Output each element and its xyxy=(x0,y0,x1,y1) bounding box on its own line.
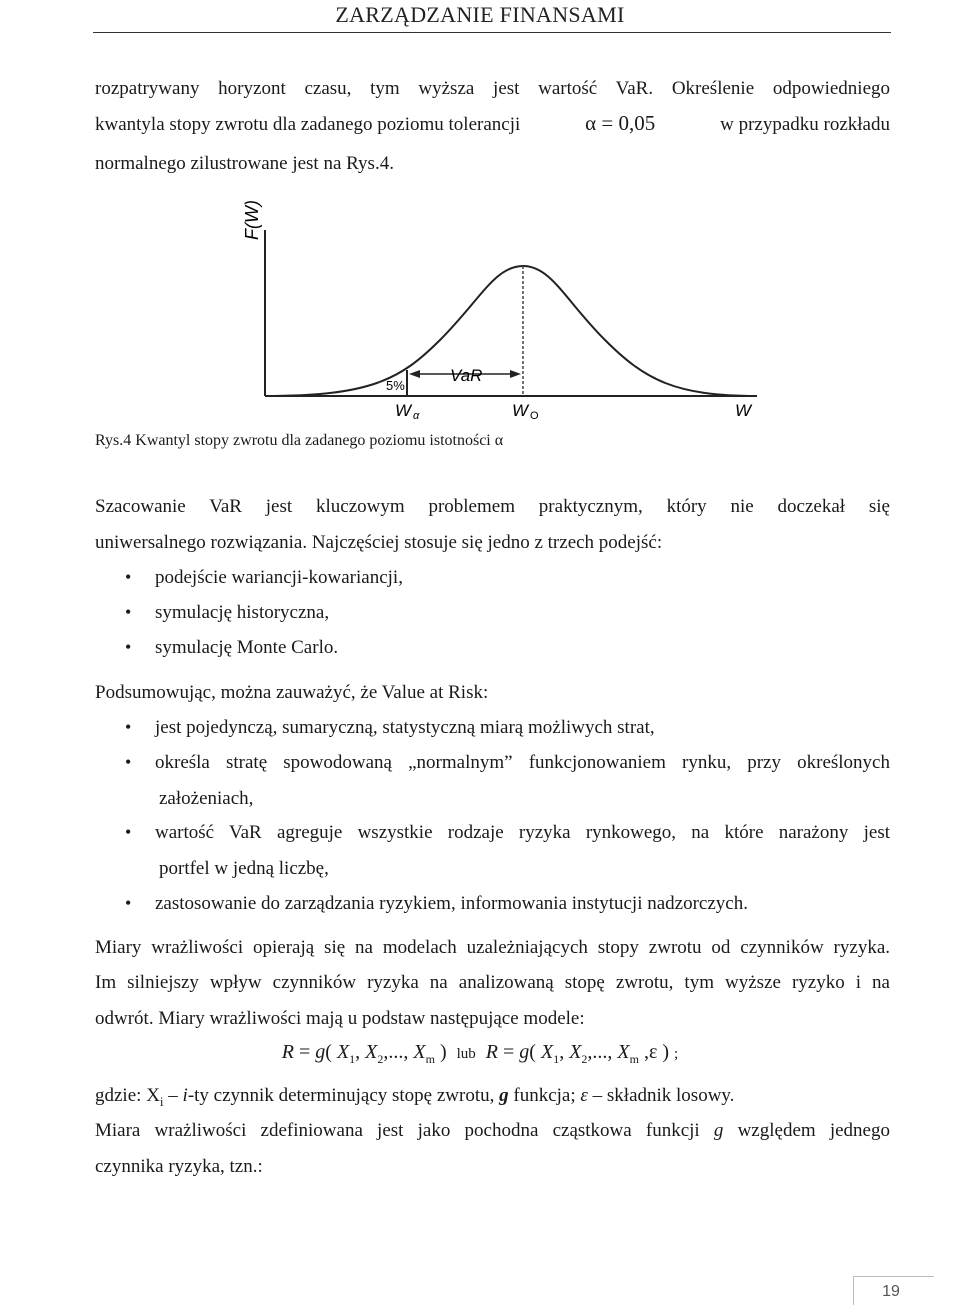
alpha-formula: α = 0,05 xyxy=(585,111,656,135)
bullet-icon: • xyxy=(125,637,132,657)
list-item-continuation: założeniach, xyxy=(159,788,254,809)
w-alpha-sub: α xyxy=(413,410,420,422)
section2-intro: Podsumowując, można zauważyć, że Value at Risk: xyxy=(95,682,489,703)
percent-label: 5% xyxy=(386,378,405,393)
section3-line-3: odwrót. Miary wrażliwości mają u podstaw następujące modele: xyxy=(95,1008,585,1029)
w-o-main: W xyxy=(512,401,529,420)
bullet-icon: • xyxy=(125,567,132,587)
section4-line-2: Miara wrażliwości zdefiniowana jest jako pochodna cząstkowa funkcji g względem jednego xyxy=(95,1120,890,1141)
w-o-sub: O xyxy=(530,410,539,422)
page-number-box xyxy=(853,1276,934,1305)
section3-line-1: Miary wrażliwości opierają się na modelach uzależniających stopy zwrotu od czynników ryzyka. xyxy=(95,937,890,958)
w-alpha-label xyxy=(395,401,420,422)
bullet-icon: • xyxy=(125,752,132,772)
section4-gdzie-line: gdzie: $X_i - i-ty$ czynnik determinujący stopę zwrotu, g funkcja; ε – składnik losowy. xyxy=(95,1085,735,1109)
figure-caption: Rys.4 Kwantyl stopy zwrotu dla zadanego poziomu istotności α xyxy=(95,432,504,449)
y-axis-label: F(W) xyxy=(242,200,262,240)
intro-line-3: normalnego zilustrowane jest na Rys.4. xyxy=(95,153,394,174)
w-alpha-main: W xyxy=(395,401,412,420)
list-item-continuation: portfel w jedną liczbę, xyxy=(159,858,329,879)
section1-line-2: uniwersalnego rozwiązania. Najczęściej stosuje się jedno z trzech podejść: xyxy=(95,532,663,553)
bullet-icon: • xyxy=(125,893,132,913)
intro-line-1: rozpatrywany horyzont czasu, tym wyższa jest wartość VaR. Określenie odpowiedniego xyxy=(95,78,890,99)
var-arrow-right-head xyxy=(510,370,521,378)
section1-line-1: Szacowanie VaR jest kluczowym problemem praktycznym, który nie doczekał się xyxy=(95,496,890,517)
page-number: 19 xyxy=(882,1283,900,1300)
bullet-icon: • xyxy=(125,822,132,842)
formula-semicolon: ; xyxy=(674,1046,679,1062)
intro-line-2-text-a: kwantyla stopy zwrotu dla zadanego poziomu tolerancji xyxy=(95,114,521,135)
section4-line-3: czynnika ryzyka, tzn.: xyxy=(95,1156,263,1177)
w-o-label xyxy=(512,401,539,422)
bullet-icon: • xyxy=(125,602,132,622)
w-axis-label: W xyxy=(735,401,752,420)
intro-line-2-text-b: w przypadku rozkładu xyxy=(720,114,890,135)
bullet-icon: • xyxy=(125,717,132,737)
sensitivity-model-formula: R = g( $X_1$, $X_2$,..., $X_m$ ) lub R = g( $X_1$, $X_2$,..., $X_m$ ,ε ) ; xyxy=(281,1041,679,1066)
normal-distribution-figure xyxy=(0,0,960,430)
section3-line-2: Im silniejszy wpływ czynników ryzyka na analizowaną stopę zwrotu, tym wyższe ryzyko i na xyxy=(95,972,890,993)
running-header: ZARZĄDZANIE FINANSAMI xyxy=(335,2,625,27)
var-label: VaR xyxy=(450,366,483,385)
var-arrow-left-head xyxy=(409,370,420,378)
formula-lub: lub xyxy=(456,1046,476,1062)
